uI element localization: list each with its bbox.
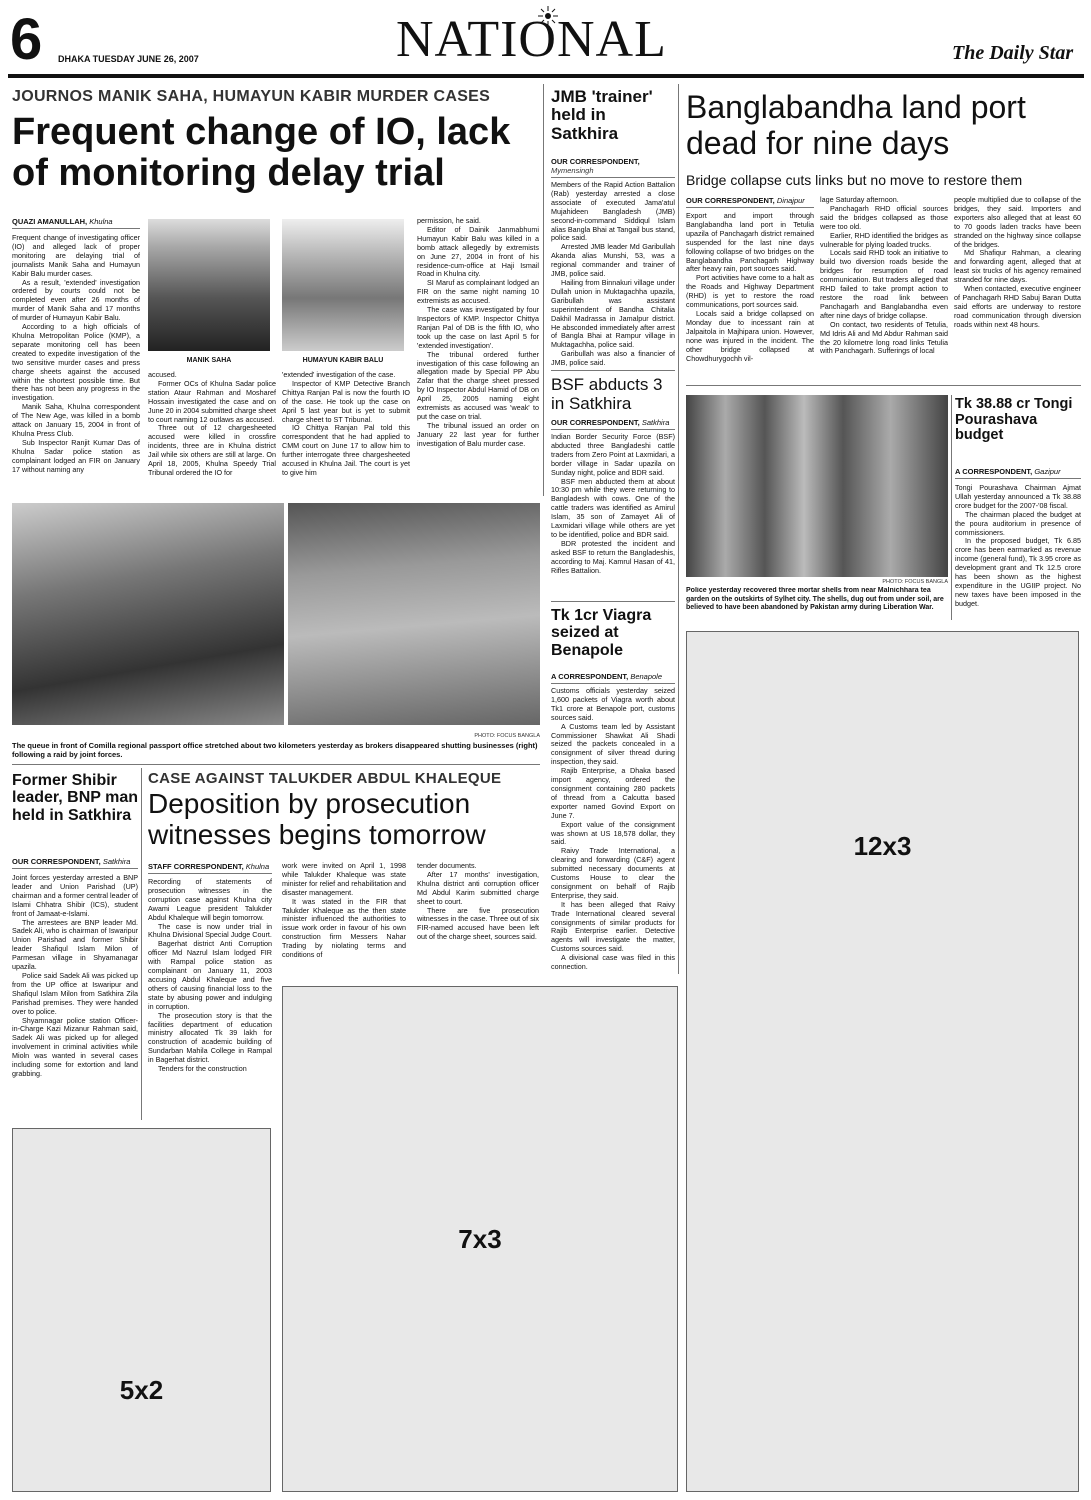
paragraph: The chairman placed the budget at the poura auditorium in presence of commissioners. [955, 509, 1081, 537]
paragraph: Sub Inspector Ranjit Kumar Das of Khulna Sadar police station as complainant lodged an FIR on January 17 without naming any [12, 437, 140, 474]
passport-queue-photo [12, 503, 284, 725]
photo2-caption: HUMAYUN KABIR BALU [302, 357, 384, 364]
divider [543, 84, 544, 496]
paragraph: The tribunal ordered further investigation of this case following an allegation made by Special PP Abu Zafar that the charge sheet pressed by IO Inspector Abdul Hamid of DB on April 25, 2005 naming eight extremists as accused was 'weak' to put the case on trial. [417, 349, 539, 421]
land-port-col2 [820, 196, 948, 382]
paragraph: There are five prosecution witnesses in the case. Three out of six FIR-named accused have been left out of the charge sheet, sources said. [417, 905, 539, 942]
paragraph: The prosecution story is that the facilities department of education ministry allocated Tk 39 lakh for construction of academic building of Sundarban Mahila College in Rampal in Bagerhat district. [148, 1010, 272, 1065]
paragraph: Rajib Enterprise, a Dhaka based import agency, ordered the consignment containing 280 packets of thread from a Calcutta based exporter named Govind Export on June 7. [551, 766, 675, 820]
mortar-shells-photo [686, 395, 948, 577]
edition-date: DHAKA TUESDAY JUNE 26, 2007 [58, 54, 199, 64]
paragraph: Panchagarh RHD official sources said the bridges collapsed as those were too old. [820, 203, 948, 231]
paragraph: Arrested JMB leader Md Garibullah Akanda alias Munshi, 53, was a regional commander and trainer of JMB, police said. [551, 242, 675, 279]
paragraph: Export and import through Banglabandha land port in Tetulia upazila of Panchagarh district remained suspended for the last nine days following collapse of two bridges on the Banglabandha Panchagarh Highway after heavy rain, port sources said. [686, 212, 814, 274]
photo-credit: PHOTO: FOCUS BANGLA [474, 733, 540, 739]
paragraph: The case is now under trial in Khulna Divisional Special Judge Court. [148, 921, 272, 940]
paragraph: Members of the Rapid Action Battalion (Rab) yesterday arrested a close associate of executed Jama'atul Mujahideen Bangladesh (JMB) second-in-command Siddiqul Islam alias Bangla Bhai at Tangail bus stand, police said. [551, 181, 675, 243]
land-port-subhead: Bridge collapse cuts links but no move to restore them [686, 172, 1023, 188]
photo1-caption: MANIK SAHA [186, 357, 232, 364]
paragraph: work were invited on April 1, 1998 while Talukder Khaleque was state minister for relief and rehabilitation and disaster management. [282, 862, 406, 897]
paragraph: On contact, two residents of Tetulia, Md Idris Ali and Md Abdur Rahman said the 20 kilometre long road links Tetulia with Panchagarh. Sufferings of local [820, 319, 948, 356]
paragraph: Indian Border Security Force (BSF) abducted three Bangladeshi cattle traders from Zero Point at Laxmidari, a border village in Sadar upazila on Sunday night, police and BDR said. [551, 433, 675, 477]
story1-col3 [282, 371, 410, 484]
paragraph: After 17 months' investigation, Khulna district anti corruption officer Md Abdul Karim submitted charge sheet to court. [417, 869, 539, 906]
shibir-headline: Former Shibir leader, BNP man held in Satkhira [12, 772, 138, 824]
khaleque-col2 [282, 862, 406, 974]
shuttered-shops-photo [288, 503, 540, 725]
paragraph: Manik Saha, Khulna correspondent of The New Age, was killed in a bomb attack on January 15, 2004 in front of Khulna Press Club. [12, 402, 140, 438]
khaleque-col3 [417, 862, 539, 974]
ad-label: 5x2 [119, 1374, 164, 1405]
paragraph: A divisional case was filed in this connection. [551, 953, 675, 971]
story1-col2 [148, 371, 276, 484]
paragraph: It was stated in the FIR that Talukder Khaleque as the then state minister influenced the authorities to issue work order in favour of his own construction firm Messers Nahar Trading by niolating terms and conditions of [282, 896, 406, 960]
paragraph: Frequent change of investigating officer (IO) and alleged lack of proper monitoring are delaying trial of journalists Manik Saha and Humayun Kabir Balu murder cases. [12, 234, 140, 278]
divider [551, 601, 675, 602]
viagra-headline: Tk 1cr Viagra seized at Benapole [551, 607, 652, 659]
tongi-headline: Tk 38.88 cr Tongi Pourashava budget [955, 396, 1073, 444]
shibir-byline: OUR CORRESPONDENT, Satkhira [12, 857, 138, 869]
paragraph: The arrestees are BNP leader Md. Sadek Ali, who is chairman of Iswaripur Union Parishad and former Shibir leader Shafiqul Islam Milon of Parmesan village in Shyamanagar upazila. [12, 917, 138, 972]
paragraph: When contacted, executive engineer of Panchagarh RHD Sabuj Baran Dutta said efforts are underway to restore road communication through diversion roads within next 48 hours. [954, 284, 1081, 329]
manik-saha-photo [148, 219, 270, 351]
divider [12, 764, 540, 765]
paragraph: A Customs team led by Assistant Commissioner Shawkat Ali Shadi seized the packets concealed in a consignment of silver thread during inspection, they said. [551, 721, 675, 767]
paragraph: Garibullah was also a financier of JMB, police said. [551, 349, 675, 367]
paper-logo: The Daily Star [952, 42, 1074, 64]
ad-label: 12x3 [853, 831, 912, 861]
paragraph: The case was investigated by four Inspectors of KMP. Inspector Chittya Ranjan Pal of DB is the fifth IO, who took up the case on last April 5 for 'extended investigation'. [417, 305, 539, 350]
land-port-col3 [954, 196, 1081, 382]
divider [551, 177, 675, 178]
paragraph: Earlier, RHD identified the bridges as vulnerable for plying loaded trucks. [820, 230, 948, 249]
land-port-col1 [686, 212, 814, 382]
paragraph: 'extended' investigation of the case. [282, 371, 396, 379]
story1-headline: Frequent change of IO, lack of monitoring delay trial [12, 111, 511, 195]
paragraph: BDR protested the incident and asked BSF to return the Bangladeshis, according to Maj. Kamrul Hasan of 41, Rifles Battalion. [551, 538, 675, 575]
paragraph: Customs officials yesterday seized 1,600 packets of Viagra worth about Tk1 crore at Benapole port, customs sources said. [551, 687, 675, 722]
paragraph: accused. [148, 371, 177, 379]
divider [686, 385, 1081, 386]
story1-byline: QUAZI AMANULLAH, Khulna [12, 217, 140, 229]
shells-photo-caption: Police yesterday recovered three mortar shells from near Malnichhara tea garden on the outskirts of Sylhet city. The shells, dug out from under soil, are believed to have been abandoned by Pakistan army during Liberation War. [686, 587, 944, 611]
paragraph: lage Saturday afternoon. [820, 196, 899, 204]
paragraph: Hailing from Binnakuri village under Dullah union in Muktagachha upazila, Garibullah was assistant superintendent of Bandha Chitalia Dakhil Madrassa in Jamalpur district. He absconded immediately after arrest of Bangla Bhai at Rampur village in Muktagachha, police said. [551, 277, 675, 350]
jmb-place: Mymensingh [551, 166, 594, 175]
bsf-body [551, 433, 675, 598]
story1-col4 [417, 217, 539, 484]
paragraph: It has been alleged that Raivy Trade International cleared several consignments of similar products for Rajib Enterprise earlier. Detective agents will investigate the matter, Customs sources said. [551, 899, 675, 954]
paragraph: As a result, 'extended' investigation ordered by courts could not be completed even after 26 months of murder of Manik Saha and 17 months of murder of Humayun Kabir Balu. [12, 277, 140, 323]
paragraph: Port activities have come to a halt as the Roads and Highway Department (RHD) is yet to restore the road communications, port sources said. [686, 273, 814, 310]
paragraph: people multiplied due to collapse of the bridges, they said. Importers and exporters also alleged that at least 60 to 70 goods laden tracks have been stranded on the highway since collapse of the bridges. [954, 196, 1081, 249]
page-number: 6 [10, 7, 43, 72]
viagra-byline: A CORRESPONDENT, Benapole [551, 672, 675, 684]
divider [141, 768, 142, 1120]
viagra-body [551, 687, 675, 971]
paragraph: Bagerhat district Anti Corruption officer Md Nazrul Islam lodged FIR with Rampal police station as complainant on January 11, 2003 accusing Abdul Khaleque and five others of causing financial loss to the state by abusing power and indulging in corruption. [148, 939, 272, 1011]
paragraph: tender documents. [417, 862, 477, 870]
paragraph: Tenders for the construction [158, 1064, 247, 1074]
paragraph: Raivy Trade International, a clearing and forwarding (C&F) agent submitted necessary documents at Customs House to clear the consignment on behalf of Rajib Enterprise, they said. [551, 846, 675, 900]
tongi-byline: A CORRESPONDENT, Gazipur [955, 467, 1081, 479]
paragraph: Inspector of KMP Detective Branch Chittya Ranjan Pal is now the fourth IO of the case. He took up the case on April 5 last year but is yet to submit charge sheet to ST Tribunal. [282, 378, 410, 424]
paragraph: The tribunal issued an order on January 22 last year for further investigation of Balu murder case. [417, 420, 539, 448]
bsf-headline: BSF abducts 3 in Satkhira [551, 375, 663, 414]
paragraph: Recording of statements of prosecution witnesses in the corruption case against Khulna city Awami League president Talukder Abdul Khaleque will begin tomorrow. [148, 878, 272, 922]
section-title: NATIONAL [396, 11, 667, 68]
humayun-kabir-balu-photo [282, 219, 404, 351]
paragraph: In the proposed budget, Tk 6.85 crore has been earmarked as revenue income (general fund), Tk 3.95 crore as development grant and Tk 12.5 crore has been shown as the highest expenditure in the UGIIP project. No new taxes have been imposed in the budget. [955, 536, 1081, 608]
shibir-body [12, 874, 138, 1120]
jmb-body [551, 181, 675, 367]
masthead-rule [8, 74, 1084, 78]
paragraph: Police said Sadek Ali was picked up from the UP office at Iswaripur and Shafiqul Islam Milon from Satkhira Zila Parishad premises. They were handed over to police. [12, 970, 138, 1016]
paragraph: According to a high officials of Khulna Metropolitan Police (KMP), a separate monitoring cell has been created to expedite investigation of the two sensitive murder cases and press charge sheets against the accused within the shortest possible time. But there has not been any progress in the investigation. [12, 322, 140, 403]
ad-label: 7x3 [458, 1223, 502, 1254]
story1-col1 [12, 234, 140, 484]
jmb-byline: OUR CORRESPONDENT, [551, 157, 640, 166]
land-port-headline: Banglabandha land port dead for nine days [686, 89, 1026, 161]
paragraph: permission, he said. [417, 217, 481, 225]
story1-kicker: JOURNOS MANIK SAHA, HUMAYUN KABIR MURDER CASES [12, 88, 491, 105]
photo-credit: PHOTO: FOCUS BANGLA [882, 579, 948, 585]
paragraph: Tongi Pourashava Chairman Ajmat Ullah yesterday announced a Tk 38.88 crore budget for the 2007-'08 fiscal. [955, 484, 1081, 510]
paragraph: BSF men abducted them at about 10:30 pm while they were returning to Bangladesh with cows. One of the cattle traders was identified as Amirul Islam, 35 son of Zamayet Ali of Laxmidari village while others are yet to be identified, police and BDR said. [551, 476, 675, 539]
paragraph: Former OCs of Khulna Sadar police station Ataur Rahman and Mosharef Hossain investigated the case and on June 20 in 2004 submitted charge sheet to court naming 12 outlaws as accused. [148, 378, 276, 424]
jmb-headline: JMB 'trainer' held in Satkhira [551, 87, 653, 143]
paragraph: Md Shafiqur Rahman, a clearing and forwarding agent, alleged that at least six trucks of his agency remained stranded for nine days. [954, 248, 1081, 285]
divider [551, 370, 675, 371]
khaleque-col1 [148, 878, 272, 1114]
ad-space-7x3 [282, 986, 678, 1492]
paragraph: Export value of the consignment was shown at US 18,578 dollar, they said. [551, 819, 675, 847]
ad-space-5x2 [12, 1128, 271, 1492]
paragraph: Locals said a bridge collapsed on Monday due to incessant rain at Jalpaitola in Majhipara union. However, none was injured in the incident. The other bridge collapsed at Chowdhurygochh vil- [686, 308, 814, 363]
paragraph: Three out of 12 chargesheeted accused were killed in crossfire incidents, three are in Khulna district Jail while six others are still at large. On April 18, 2005, Khulna Speedy Trial Tribunal ordered the IO for [148, 423, 276, 477]
paragraph: Locals said RHD took an initiative to build two diversion roads beside the bridges for resumption of road communication. But traders alleged that RHD failed to take prompt action to restore the road link between Panchagarh and Banglabandha even after nine days of bridge collapse. [820, 248, 948, 320]
paragraph: Shyamnagar police station Officer-in-Charge Kazi Mizanur Rahman said, Sadek Ali was picked up for alleged involvement in criminal activities while Mioln was wanted in several cases including some for extortion and land grabbing. [12, 1015, 138, 1078]
paragraph: IO Chittya Ranjan Pal told this correspondent that he had applied to CMM court on June 17 to allow him to further interrogate three chargesheeted accused in Khulna Jail. The court is yet to give him [282, 423, 410, 477]
divider [678, 84, 679, 974]
khaleque-byline: STAFF CORRESPONDENT, Khulna [148, 862, 272, 874]
khaleque-headline: Deposition by prosecution witnesses begins tomorrow [148, 788, 486, 851]
ad-space-12x3 [686, 631, 1079, 1492]
paragraph: SI Maruf as complainant lodged an FIR on the same night naming 10 extremists as accused. [417, 278, 539, 306]
bsf-byline: OUR CORRESPONDENT, Satkhira [551, 418, 675, 430]
tongi-body [955, 484, 1081, 620]
paragraph: Editor of Dainik Janmabhumi Humayun Kabir Balu was killed in a bomb attack allegedly by extremists on June 27, 2004 in front of his residence-cum-office at Haji Ismail Road in Khulna city. [417, 224, 539, 279]
divider [951, 395, 952, 620]
queue-photo-caption: The queue in front of Comilla regional passport office stretched about two kilometers yesterday as brokers disappeared shutting businesses (right) following a raid by joint forces. [12, 741, 538, 759]
paragraph: Joint forces yesterday arrested a BNP leader and Union Parishad (UP) chairman and a former central leader of Islami Chhatra Shibir (ICS), student front of Jamaat-e-Islami. [12, 874, 138, 918]
land-port-byline: OUR CORRESPONDENT, Dinajpur [686, 196, 814, 208]
khaleque-kicker: CASE AGAINST TALUKDER ABDUL KHALEQUE [148, 770, 502, 787]
